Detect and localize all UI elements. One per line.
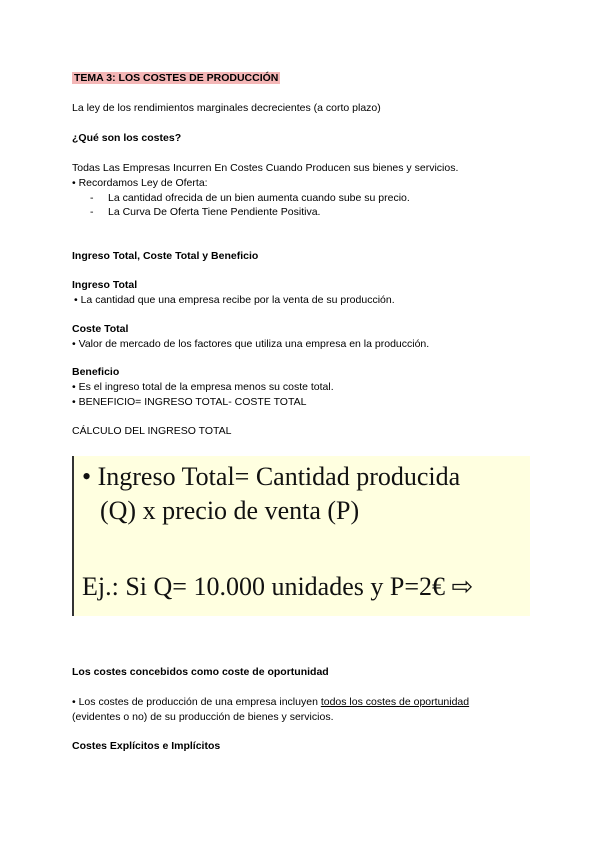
costes-dash-item-1	[90, 192, 410, 204]
explicitos-heading: Costes Explícitos e Implícitos	[72, 740, 221, 752]
oportunidad-underlined-text: todos los costes de oportunidad	[320, 696, 470, 708]
dash-item-text: La cantidad ofrecida de un bien aumenta cuando sube su precio.	[108, 192, 410, 204]
costes-dash-item-2	[90, 206, 320, 218]
dash-item-text: La Curva De Oferta Tiene Pendiente Positiva.	[108, 206, 321, 218]
embedded-slide	[72, 456, 530, 616]
slide-line-3: Ej.: Si Q= 10.000 unidades y P=2€ ⇨	[82, 572, 474, 601]
oportunidad-text-prefix: • Los costes de producción de una empresa incluyen	[72, 696, 321, 708]
ingreso-section-heading: Ingreso Total, Coste Total y Beneficio	[72, 250, 259, 262]
beneficio-text-1: • Es el ingreso total de la empresa menos su coste total.	[72, 381, 334, 393]
ingreso-total-heading: Ingreso Total	[72, 279, 138, 291]
ingreso-total-text: • La cantidad que una empresa recibe por la venta de su producción.	[74, 294, 395, 306]
costes-line1: Todas Las Empresas Incurren En Costes Cuando Producen sus bienes y servicios.	[72, 162, 459, 174]
coste-total-heading: Coste Total	[72, 323, 129, 335]
slide-line-1: • Ingreso Total= Cantidad producida	[82, 462, 461, 491]
oportunidad-text-line2: (evidentes o no) de su producción de bienes y servicios.	[72, 711, 334, 723]
oportunidad-heading: Los costes concebidos como coste de oportunidad	[72, 666, 329, 678]
calculo-heading: CÁLCULO DEL INGRESO TOTAL	[72, 425, 232, 437]
oportunidad-text-line1	[72, 696, 469, 708]
dash-marker: -	[90, 206, 94, 218]
subtitle: La ley de los rendimientos marginales decrecientes (a corto plazo)	[72, 102, 381, 114]
beneficio-heading: Beneficio	[72, 366, 120, 378]
document-title: TEMA 3: LOS COSTES DE PRODUCCIÓN	[74, 72, 279, 84]
costes-heading: ¿Qué son los costes?	[72, 132, 182, 144]
slide-line-2: (Q) x precio de venta (P)	[100, 496, 360, 525]
coste-total-text: • Valor de mercado de los factores que utiliza una empresa en la producción.	[72, 338, 430, 350]
costes-line2: • Recordamos Ley de Oferta:	[72, 177, 208, 189]
dash-marker: -	[90, 192, 94, 204]
beneficio-text-2: • BENEFICIO= INGRESO TOTAL- COSTE TOTAL	[72, 396, 307, 408]
